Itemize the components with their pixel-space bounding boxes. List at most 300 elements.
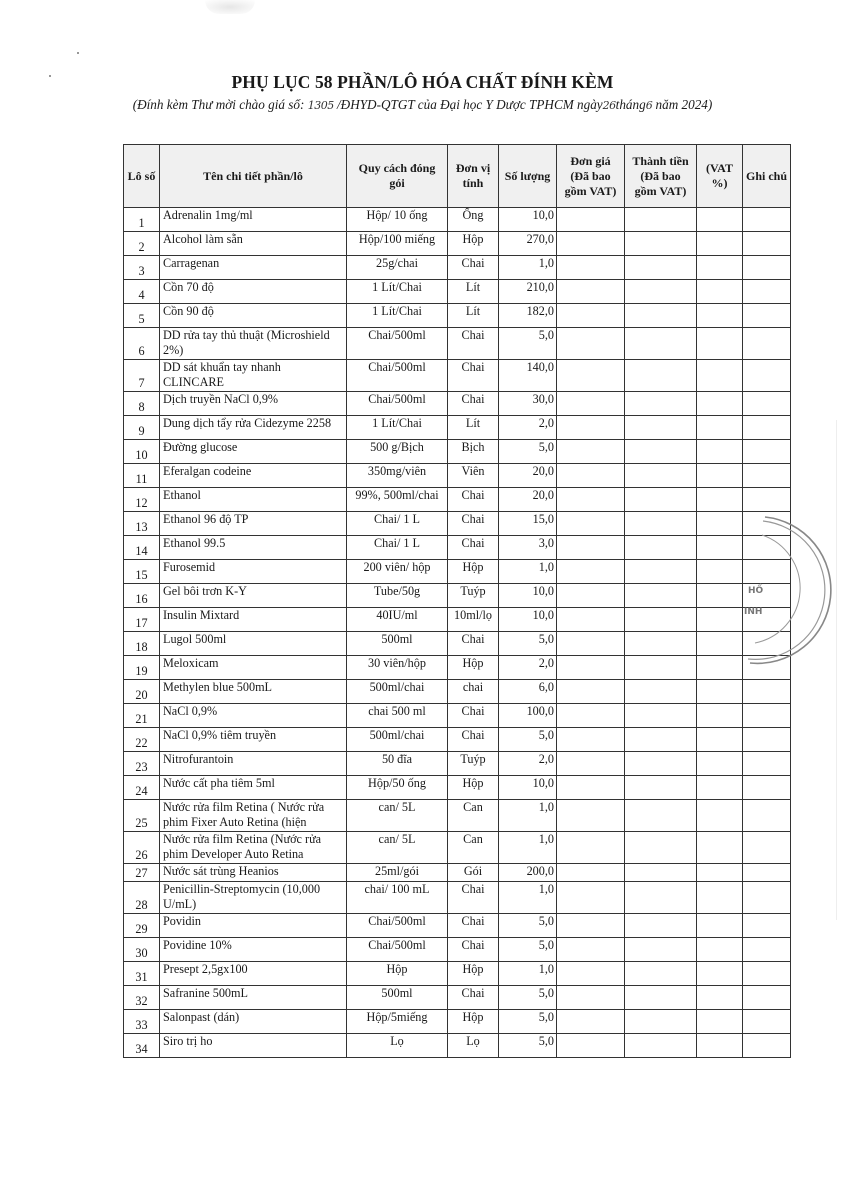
qty-cell: 5,0 <box>499 328 557 360</box>
table-row <box>124 752 791 776</box>
lot-no-cell: 2 <box>124 232 160 256</box>
packing-cell: Chai/500ml <box>347 328 448 360</box>
table-row <box>124 328 791 360</box>
lot-no-cell: 23 <box>124 752 160 776</box>
unit-cell: Tuýp <box>448 752 499 776</box>
unit-price-cell <box>557 328 625 360</box>
item-name: Gel bôi trơn K-Y <box>163 584 247 598</box>
name-cell <box>160 752 347 776</box>
handwritten-letter-number: 1305 <box>307 99 334 112</box>
unit-price-cell <box>557 304 625 328</box>
table-row <box>124 704 791 728</box>
vat-cell <box>697 488 743 512</box>
unit-price-cell <box>557 864 625 882</box>
total-cell <box>625 656 697 680</box>
lot-no-cell: 17 <box>124 608 160 632</box>
lot-no-cell: 26 <box>124 832 160 864</box>
vat-cell <box>697 256 743 280</box>
unit-cell: Chai <box>448 488 499 512</box>
vat-cell <box>697 1034 743 1058</box>
chemicals-table <box>123 144 791 1058</box>
name-cell <box>160 632 347 656</box>
unit-cell: Hộp <box>448 560 499 584</box>
table-row <box>124 584 791 608</box>
qty-cell: 1,0 <box>499 962 557 986</box>
note-cell <box>743 232 791 256</box>
qty-cell: 1,0 <box>499 882 557 914</box>
qty-cell: 200,0 <box>499 864 557 882</box>
packing-cell: Chai/500ml <box>347 938 448 962</box>
vat-cell <box>697 512 743 536</box>
packing-cell: chai 500 ml <box>347 704 448 728</box>
lot-no-cell: 8 <box>124 392 160 416</box>
note-cell <box>743 392 791 416</box>
vat-cell <box>697 752 743 776</box>
item-name: Eferalgan codeine <box>163 464 252 478</box>
lot-no-cell: 29 <box>124 914 160 938</box>
note-cell <box>743 752 791 776</box>
name-cell <box>160 512 347 536</box>
item-name: Furosemid <box>163 560 216 574</box>
qty-cell: 2,0 <box>499 416 557 440</box>
subtitle-suffix: năm 2024) <box>652 97 713 112</box>
unit-cell: Lít <box>448 304 499 328</box>
item-name: DD sát khuẩn tay nhanh CLINCARE <box>163 360 281 389</box>
unit-price-cell <box>557 512 625 536</box>
qty-cell: 5,0 <box>499 914 557 938</box>
unit-cell: Lọ <box>448 1034 499 1058</box>
total-cell <box>625 280 697 304</box>
stamp-text-2: INH <box>744 607 763 617</box>
vat-cell <box>697 914 743 938</box>
total-cell <box>625 938 697 962</box>
vat-cell <box>697 704 743 728</box>
subtitle-prefix: (Đính kèm Thư mời chào giá số: <box>132 97 308 112</box>
unit-price-cell <box>557 832 625 864</box>
qty-cell: 5,0 <box>499 728 557 752</box>
packing-cell: 500ml <box>347 632 448 656</box>
lot-no-cell: 5 <box>124 304 160 328</box>
total-cell <box>625 584 697 608</box>
name-cell <box>160 232 347 256</box>
qty-cell: 182,0 <box>499 304 557 328</box>
unit-price-cell <box>557 800 625 832</box>
item-name: Nước rửa film Retina ( Nước rửa phim Fixer Auto Retina (hiện <box>163 800 325 829</box>
note-cell <box>743 304 791 328</box>
name-cell <box>160 536 347 560</box>
qty-cell: 10,0 <box>499 776 557 800</box>
lot-no-cell: 3 <box>124 256 160 280</box>
lot-no-cell: 21 <box>124 704 160 728</box>
table-row <box>124 1034 791 1058</box>
name-cell <box>160 680 347 704</box>
lot-no-cell: 14 <box>124 536 160 560</box>
total-cell <box>625 962 697 986</box>
note-cell <box>743 440 791 464</box>
qty-cell: 5,0 <box>499 938 557 962</box>
lot-no-cell: 7 <box>124 360 160 392</box>
qty-cell: 5,0 <box>499 1010 557 1034</box>
table-row <box>124 256 791 280</box>
name-cell <box>160 440 347 464</box>
name-cell <box>160 986 347 1010</box>
qty-cell: 140,0 <box>499 360 557 392</box>
name-cell <box>160 304 347 328</box>
total-cell <box>625 416 697 440</box>
table-row <box>124 360 791 392</box>
unit-cell: Hộp <box>448 1010 499 1034</box>
table-row <box>124 728 791 752</box>
vat-cell <box>697 560 743 584</box>
qty-cell: 20,0 <box>499 488 557 512</box>
total-cell <box>625 328 697 360</box>
total-cell <box>625 986 697 1010</box>
qty-cell: 1,0 <box>499 800 557 832</box>
vat-cell <box>697 632 743 656</box>
packing-cell: Tube/50g <box>347 584 448 608</box>
note-cell <box>743 280 791 304</box>
scan-speck <box>77 52 79 54</box>
item-name: Methylen blue 500mL <box>163 680 272 694</box>
note-cell <box>743 882 791 914</box>
note-cell <box>743 416 791 440</box>
table-row <box>124 632 791 656</box>
packing-cell: 25g/chai <box>347 256 448 280</box>
vat-cell <box>697 882 743 914</box>
table-row <box>124 914 791 938</box>
unit-cell: chai <box>448 680 499 704</box>
packing-cell: 1 Lít/Chai <box>347 280 448 304</box>
unit-price-cell <box>557 584 625 608</box>
packing-cell: 500ml/chai <box>347 728 448 752</box>
col-header-vat: (VAT %) <box>697 145 743 208</box>
packing-cell: Chai/500ml <box>347 914 448 938</box>
total-cell <box>625 536 697 560</box>
note-cell <box>743 986 791 1010</box>
note-cell <box>743 680 791 704</box>
item-name: NaCl 0,9% <box>163 704 218 718</box>
lot-no-cell: 32 <box>124 986 160 1010</box>
col-header-lot-no: Lô số <box>124 145 160 208</box>
note-cell <box>743 1010 791 1034</box>
unit-cell: Lít <box>448 416 499 440</box>
lot-no-cell: 28 <box>124 882 160 914</box>
table-header-row <box>124 145 791 208</box>
packing-cell: Hộp/50 ống <box>347 776 448 800</box>
packing-cell: Hộp/100 miếng <box>347 232 448 256</box>
unit-cell: Can <box>448 832 499 864</box>
unit-cell: Chai <box>448 632 499 656</box>
packing-cell: 350mg/viên <box>347 464 448 488</box>
name-cell <box>160 280 347 304</box>
qty-cell: 5,0 <box>499 440 557 464</box>
packing-cell: Chai/ 1 L <box>347 512 448 536</box>
vat-cell <box>697 832 743 864</box>
lot-no-cell: 4 <box>124 280 160 304</box>
lot-no-cell: 13 <box>124 512 160 536</box>
lot-no-cell: 15 <box>124 560 160 584</box>
vat-cell <box>697 464 743 488</box>
col-header-note: Ghi chú <box>743 145 791 208</box>
packing-cell: Hộp/ 10 ống <box>347 208 448 232</box>
packing-cell: 50 đĩa <box>347 752 448 776</box>
item-name: Presept 2,5gx100 <box>163 962 248 976</box>
note-cell <box>743 800 791 832</box>
lot-no-cell: 22 <box>124 728 160 752</box>
subtitle-middle: /ĐHYD-QTGT của Đại học Y Dược TPHCM ngày <box>333 97 603 112</box>
unit-cell: Lít <box>448 280 499 304</box>
packing-cell: Chai/ 1 L <box>347 536 448 560</box>
name-cell <box>160 416 347 440</box>
table-row <box>124 776 791 800</box>
unit-price-cell <box>557 208 625 232</box>
unit-cell: Gói <box>448 864 499 882</box>
packing-cell: 200 viên/ hộp <box>347 560 448 584</box>
qty-cell: 20,0 <box>499 464 557 488</box>
item-name: Nước cất pha tiêm 5ml <box>163 776 275 790</box>
unit-cell: Chai <box>448 392 499 416</box>
unit-price-cell <box>557 416 625 440</box>
note-cell <box>743 776 791 800</box>
vat-cell <box>697 776 743 800</box>
table-row <box>124 280 791 304</box>
table-row <box>124 464 791 488</box>
table-row <box>124 232 791 256</box>
total-cell <box>625 728 697 752</box>
qty-cell: 2,0 <box>499 752 557 776</box>
vat-cell <box>697 280 743 304</box>
vat-cell <box>697 962 743 986</box>
vat-cell <box>697 864 743 882</box>
unit-cell: 10ml/lọ <box>448 608 499 632</box>
total-cell <box>625 914 697 938</box>
total-cell <box>625 360 697 392</box>
note-cell <box>743 560 791 584</box>
note-cell <box>743 256 791 280</box>
unit-price-cell <box>557 1034 625 1058</box>
packing-cell: 40IU/ml <box>347 608 448 632</box>
item-name: Carragenan <box>163 256 220 270</box>
table-row <box>124 536 791 560</box>
vat-cell <box>697 232 743 256</box>
unit-price-cell <box>557 488 625 512</box>
unit-price-cell <box>557 704 625 728</box>
unit-price-cell <box>557 752 625 776</box>
vat-cell <box>697 800 743 832</box>
unit-cell: Chai <box>448 914 499 938</box>
table-row <box>124 938 791 962</box>
vat-cell <box>697 360 743 392</box>
item-name: Alcohol làm sẵn <box>163 232 243 246</box>
total-cell <box>625 632 697 656</box>
item-name: Đường glucose <box>163 440 238 454</box>
total-cell <box>625 232 697 256</box>
vat-cell <box>697 986 743 1010</box>
item-name: Povidin <box>163 914 201 928</box>
unit-cell: Chai <box>448 704 499 728</box>
unit-cell: Hộp <box>448 776 499 800</box>
item-name: Meloxicam <box>163 656 219 670</box>
total-cell <box>625 776 697 800</box>
unit-price-cell <box>557 1010 625 1034</box>
total-cell <box>625 1034 697 1058</box>
lot-no-cell: 18 <box>124 632 160 656</box>
unit-price-cell <box>557 656 625 680</box>
item-name: Siro trị ho <box>163 1034 213 1048</box>
unit-cell: Can <box>448 800 499 832</box>
total-cell <box>625 304 697 328</box>
name-cell <box>160 1034 347 1058</box>
name-cell <box>160 208 347 232</box>
lot-no-cell: 10 <box>124 440 160 464</box>
unit-price-cell <box>557 914 625 938</box>
table-row <box>124 800 791 832</box>
table-row <box>124 986 791 1010</box>
note-cell <box>743 360 791 392</box>
packing-cell: can/ 5L <box>347 832 448 864</box>
unit-cell: Hộp <box>448 962 499 986</box>
packing-cell: chai/ 100 mL <box>347 882 448 914</box>
unit-cell: Chai <box>448 256 499 280</box>
unit-price-cell <box>557 392 625 416</box>
total-cell <box>625 560 697 584</box>
unit-cell: Hộp <box>448 656 499 680</box>
unit-cell: Viên <box>448 464 499 488</box>
name-cell <box>160 882 347 914</box>
lot-no-cell: 20 <box>124 680 160 704</box>
unit-price-cell <box>557 680 625 704</box>
total-cell <box>625 680 697 704</box>
note-cell <box>743 938 791 962</box>
unit-cell: Chai <box>448 986 499 1010</box>
note-cell <box>743 536 791 560</box>
qty-cell: 10,0 <box>499 608 557 632</box>
name-cell <box>160 464 347 488</box>
unit-cell: Hộp <box>448 232 499 256</box>
unit-cell: Chai <box>448 512 499 536</box>
item-name: Dịch truyền NaCl 0,9% <box>163 392 279 406</box>
stamp-text-1: HỒ <box>748 586 764 596</box>
qty-cell: 270,0 <box>499 232 557 256</box>
total-cell <box>625 752 697 776</box>
vat-cell <box>697 1010 743 1034</box>
total-cell <box>625 512 697 536</box>
lot-no-cell: 11 <box>124 464 160 488</box>
page-edge-shadow <box>836 420 837 920</box>
vat-cell <box>697 584 743 608</box>
total-cell <box>625 800 697 832</box>
unit-price-cell <box>557 962 625 986</box>
packing-cell: 30 viên/hộp <box>347 656 448 680</box>
unit-price-cell <box>557 280 625 304</box>
total-cell <box>625 464 697 488</box>
lot-no-cell: 19 <box>124 656 160 680</box>
name-cell <box>160 656 347 680</box>
subtitle-month-label: tháng <box>615 97 646 112</box>
lot-no-cell: 34 <box>124 1034 160 1058</box>
vat-cell <box>697 656 743 680</box>
table-row <box>124 512 791 536</box>
unit-cell: Chai <box>448 882 499 914</box>
lot-no-cell: 31 <box>124 962 160 986</box>
unit-price-cell <box>557 632 625 656</box>
table-row <box>124 680 791 704</box>
col-header-unit: Đơn vị tính <box>448 145 499 208</box>
unit-cell: Ống <box>448 208 499 232</box>
lot-no-cell: 25 <box>124 800 160 832</box>
col-header-unit-price: Đơn giá (Đã bao gồm VAT) <box>557 145 625 208</box>
item-name: Lugol 500ml <box>163 632 227 646</box>
note-cell <box>743 832 791 864</box>
packing-cell: can/ 5L <box>347 800 448 832</box>
total-cell <box>625 440 697 464</box>
table-row <box>124 560 791 584</box>
vat-cell <box>697 680 743 704</box>
note-cell <box>743 864 791 882</box>
total-cell <box>625 832 697 864</box>
packing-cell: Chai/500ml <box>347 392 448 416</box>
note-cell <box>743 208 791 232</box>
vat-cell <box>697 536 743 560</box>
table-row <box>124 440 791 464</box>
name-cell <box>160 864 347 882</box>
table-row <box>124 488 791 512</box>
note-cell <box>743 512 791 536</box>
item-name: Cồn 70 độ <box>163 280 214 294</box>
note-cell <box>743 914 791 938</box>
item-name: Safranine 500mL <box>163 986 248 1000</box>
packing-cell: 500ml/chai <box>347 680 448 704</box>
unit-cell: Bịch <box>448 440 499 464</box>
lot-no-cell: 24 <box>124 776 160 800</box>
col-header-total: Thành tiền (Đã bao gồm VAT) <box>625 145 697 208</box>
note-cell <box>743 488 791 512</box>
table-row <box>124 864 791 882</box>
note-cell <box>743 704 791 728</box>
item-name: NaCl 0,9% tiêm truyền <box>163 728 277 742</box>
table-row <box>124 392 791 416</box>
unit-cell: Chai <box>448 536 499 560</box>
packing-cell: Hộp/5miếng <box>347 1010 448 1034</box>
lot-no-cell: 1 <box>124 208 160 232</box>
name-cell <box>160 832 347 864</box>
unit-price-cell <box>557 536 625 560</box>
unit-price-cell <box>557 986 625 1010</box>
unit-price-cell <box>557 938 625 962</box>
handwritten-day: 26 <box>602 99 616 112</box>
packing-cell: Hộp <box>347 962 448 986</box>
note-cell <box>743 728 791 752</box>
lot-no-cell: 27 <box>124 864 160 882</box>
item-name: Povidine 10% <box>163 938 232 952</box>
unit-cell: Chai <box>448 360 499 392</box>
scan-smudge <box>205 0 255 14</box>
handwritten-month: 6 <box>645 99 653 112</box>
col-header-packing: Quy cách đóng gói <box>347 145 448 208</box>
note-cell <box>743 632 791 656</box>
packing-cell: Chai/500ml <box>347 360 448 392</box>
unit-price-cell <box>557 728 625 752</box>
table-row <box>124 304 791 328</box>
name-cell <box>160 800 347 832</box>
qty-cell: 1,0 <box>499 256 557 280</box>
unit-price-cell <box>557 560 625 584</box>
item-name: Adrenalin 1mg/ml <box>163 208 253 222</box>
table-row <box>124 962 791 986</box>
packing-cell: 500ml <box>347 986 448 1010</box>
total-cell <box>625 704 697 728</box>
item-name: Nước sát trùng Heanios <box>163 864 279 878</box>
